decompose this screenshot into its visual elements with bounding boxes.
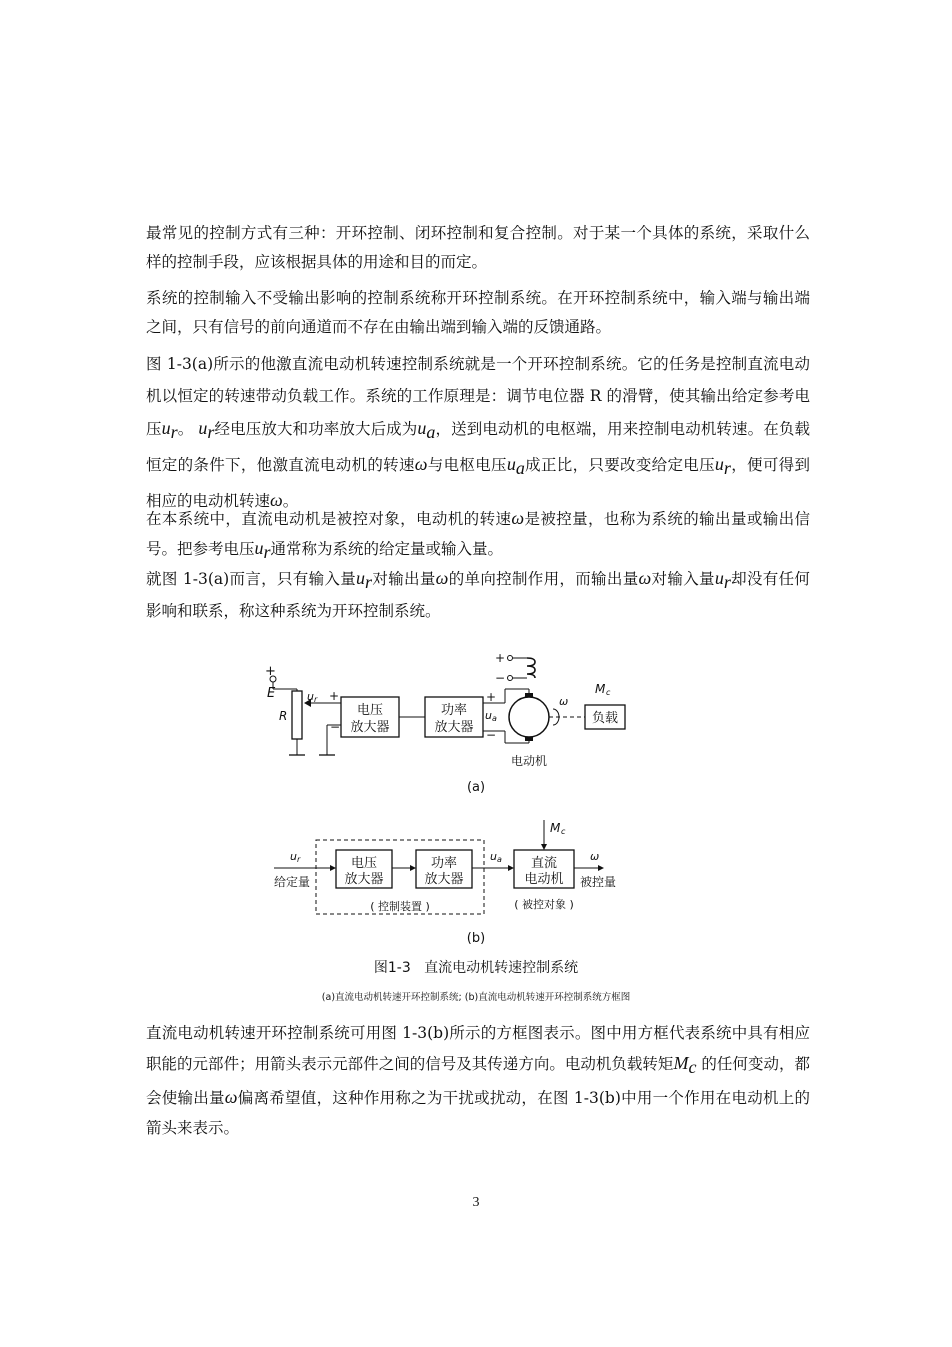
motor-label: 电动机	[510, 754, 548, 768]
svg-text:a: a	[497, 855, 502, 864]
E-plus: +	[265, 664, 276, 679]
svg-text:放大器: 放大器	[424, 872, 464, 887]
paragraph-4: 在本系统中，直流电动机是被控对象，电动机的转速ω是被控量，也称为系统的输出量或输出信号。把参考电压$u_r$通常称为系统的给定量或输入量。	[146, 508, 810, 563]
svg-text:电压: 电压	[350, 856, 378, 871]
svg-text:+: +	[495, 651, 506, 665]
svg-text:电压: 电压	[356, 703, 384, 718]
svg-text:c: c	[606, 688, 611, 697]
svg-text:放大器: 放大器	[434, 720, 474, 735]
svg-text:放大器: 放大器	[350, 720, 390, 735]
svg-text:+: +	[329, 689, 340, 703]
motor-symbol	[509, 697, 549, 737]
svg-text:u: u	[490, 850, 497, 863]
svg-text:u: u	[307, 690, 314, 703]
svg-text:功率: 功率	[430, 856, 458, 871]
svg-text:ω: ω	[559, 695, 569, 708]
svg-text:负载: 负载	[591, 711, 619, 726]
paragraph-2: 系统的控制输入不受输出影响的控制系统称开环控制系统。在开环控制系统中，输入端与输出端之间，只有信号的前向通道而不存在由输出端到输入端的反馈通路。	[146, 289, 810, 336]
field-winding	[527, 658, 535, 678]
symbol-u: u	[161, 418, 171, 438]
figure-b-block-diagram	[268, 818, 638, 923]
paragraph-5: 就图 1-3(a)而言，只有输入量$u_r$对输出量ω的单向控制作用，而输出量ω对输入量$u_r$却没有任何影响和联系，称这种系统为开环控制系统。	[146, 568, 810, 621]
figure-a-circuit	[255, 645, 655, 775]
paragraph-1: 最常见的控制方式有三种：开环控制、闭环控制和复合控制。对于某一个具体的系统，采取什么样的控制手段，应该根据具体的用途和目的而定。	[146, 224, 810, 271]
svg-text:r: r	[314, 695, 318, 704]
figure-caption-title: 图1-3 直流电动机转速控制系统	[373, 960, 579, 976]
controlled-object-label: ( 被控对象 )	[514, 898, 574, 911]
svg-text:−: −	[495, 671, 506, 685]
figure-caption-subtitle: (a)直流电动机转速开环控制系统; (b)直流电动机转速开环控制系统方框图	[321, 992, 631, 1003]
svg-text:−: −	[486, 728, 497, 742]
potentiometer	[292, 691, 302, 739]
svg-text:−: −	[330, 720, 341, 734]
svg-text:功率: 功率	[440, 703, 468, 718]
E-label: E	[267, 686, 276, 701]
svg-text:直流: 直流	[530, 856, 558, 871]
svg-text:M: M	[595, 682, 606, 696]
svg-text:放大器: 放大器	[344, 872, 384, 887]
svg-text:+: +	[486, 690, 497, 704]
svg-text:u: u	[290, 850, 297, 863]
figure-b-label: (b)	[466, 931, 486, 946]
paragraph-6: 直流电动机转速开环控制系统可用图 1-3(b)所示的方框图表示。图中用方框代表系统中具有相应职能的元部件；用箭头表示元部件之间的信号及其传递方向。电动机负载转矩$M_c$ 的任何变动，都会使输出量ω偏离希望值，这种作用称之为干扰或扰动，在图 1-3(b)中用一个作用在电动机上的箭头来表示。	[146, 1024, 810, 1138]
svg-text:u: u	[485, 709, 492, 722]
svg-text:a: a	[492, 714, 497, 723]
R-label: R	[279, 709, 288, 723]
svg-text:r: r	[297, 855, 301, 864]
svg-text:ω: ω	[590, 850, 600, 863]
page-number: 3	[472, 1195, 480, 1210]
svg-text:M: M	[550, 821, 561, 835]
paragraph-3: 图 1-3(a)所示的他激直流电动机转速控制系统就是一个开环控制系统。它的任务是控制直流电动机以恒定的转速带动负载工作。系统的工作原理是：调节电位器 R 的滑臂，使其输出给定参考电压$u_r$。 $u_r$经电压放大和功率放大后成为$u_a$，送到电动机的电枢端，用来控制电动机转速。在负载恒定的条件下，他激直流电动机的转速ω与电枢电压$u_a$成正比，只要改变给定电压$u_r$，便可得到相应的电动机转速ω。	[146, 355, 810, 511]
svg-text:c: c	[561, 827, 566, 836]
figure-a-label: (a)	[466, 780, 486, 795]
svg-text:电动机: 电动机	[524, 872, 564, 887]
output-label: 被控量	[580, 875, 617, 889]
input-label: 给定量	[274, 875, 311, 889]
control-device-label: ( 控制装置 )	[370, 900, 430, 913]
